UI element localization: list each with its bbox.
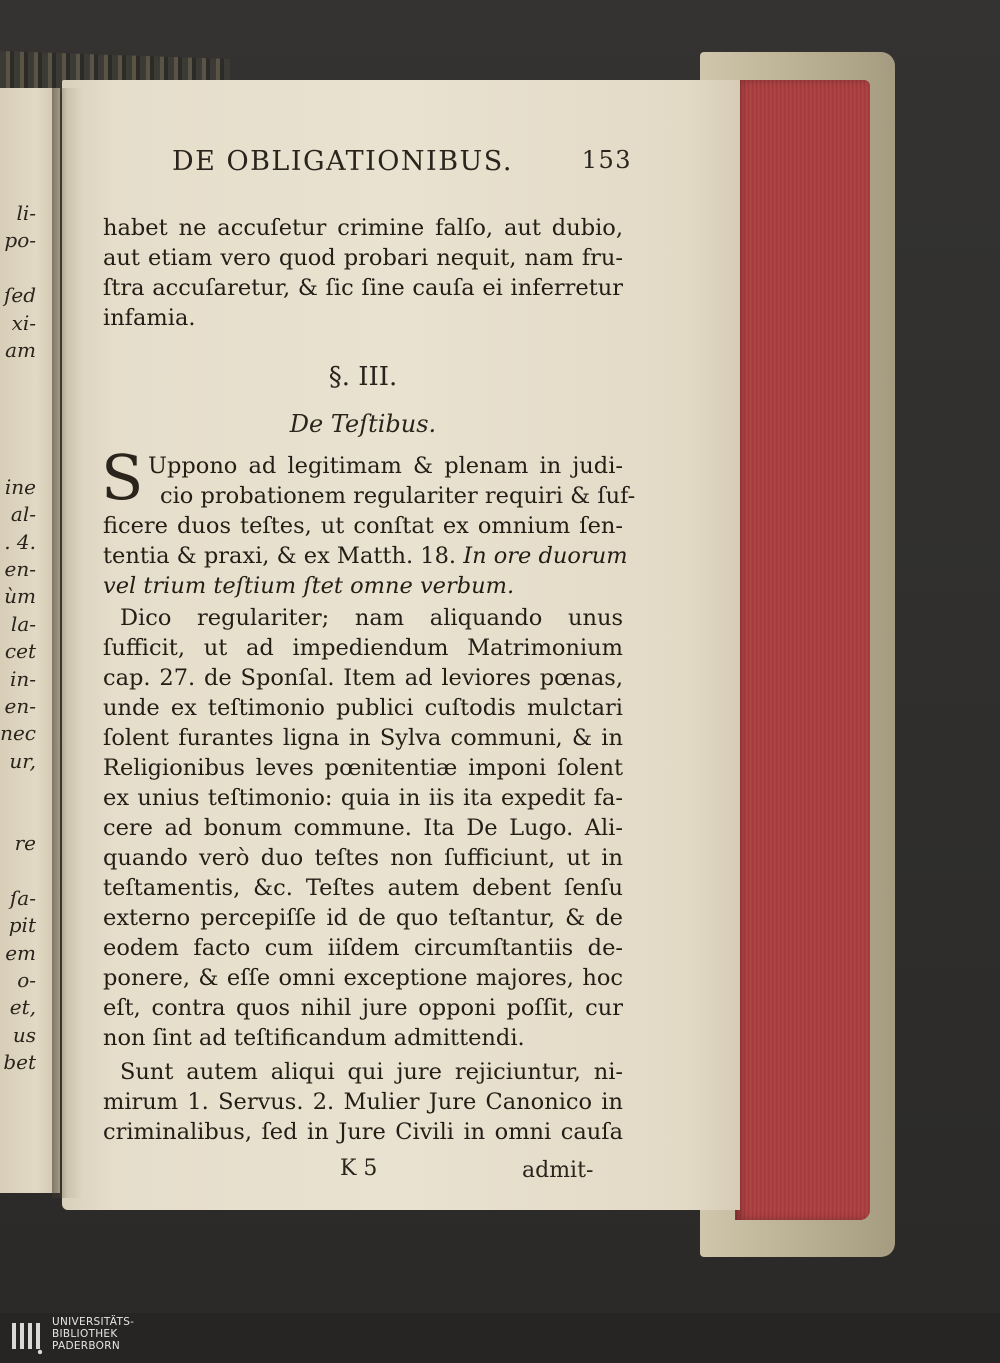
left-page-fragment: xi- [11,310,36,335]
subsection-heading: De Teſtibus. [289,410,437,438]
library-name [52,1316,134,1352]
text-line: ponere, & eſſe omni exceptione majores, hoc [103,965,623,991]
library-footer [0,1313,1000,1363]
left-page-fragment [0,857,60,884]
library-name-line: PADERBORN [52,1340,120,1352]
left-page-fragment [0,364,60,391]
left-page-fragment: ùm [4,584,36,609]
left-page-fragment: re [14,830,36,855]
text-line: habet ne accuſetur crimine falſo, aut dubio, [103,215,623,241]
left-page-fragments [0,200,60,1077]
left-page-fragment: en- [4,557,36,582]
left-page-fragment [0,392,60,419]
left-page-fragment: cet [4,639,36,664]
text-line: Uppono ad legitimam & plenam in judi- [148,453,623,479]
library-name-line: BIBLIOTHEK [52,1328,118,1340]
drop-cap: S [101,441,144,514]
left-page-fragment: in- [9,666,36,691]
left-page-fragment [0,419,60,446]
text-line: eſt, contra quos nihil jure opponi poſſit, cur [103,995,623,1021]
text-segment: tentia & praxi, & ex Matth. 18. [103,543,464,569]
text-line: mirum 1. Servus. 2. Mulier Jure Canonico in [103,1089,623,1115]
text-line: aut etiam vero quod probari nequit, nam fru- [103,245,623,271]
section-heading: §. III. [328,362,398,392]
text-line [103,542,628,570]
text-line: criminalibus, ſed in Jure Civili in omni cauſa [103,1119,623,1145]
left-page-fragment: ur, [9,748,36,773]
text-line: Sunt autem aliqui qui jure rejiciuntur, ni- [120,1059,623,1085]
library-name-line: UNIVERSITÄTS- [52,1316,135,1328]
left-page-fragment: em [5,940,36,965]
text-line: cio probationem regulariter requiri & ſuf- [160,483,636,509]
text-line: ſolent furantes ligna in Sylva communi, & in [103,725,623,751]
left-page-fragment: et, [9,995,36,1020]
text-line: cere ad bonum commune. Ita De Lugo. Ali- [103,815,623,841]
text-line: Dico regulariter; nam aliquando unus [120,605,623,631]
signature-mark: K 5 [340,1156,378,1181]
text-line: non ſint ad teſtificandum admittendi. [103,1025,525,1051]
page-gutter-shadow [52,88,82,1198]
left-page-fragment: po- [4,228,36,253]
text-line: teſtamentis, &c. Teſtes autem debent ſenſu [103,875,623,901]
left-page-fragment [0,255,60,282]
left-page-fragment: ine [4,474,36,499]
left-page-fragment: o- [17,967,36,992]
text-line: infamia. [103,305,196,331]
left-page-fragment: am [5,337,36,362]
left-page-fragment: pit [8,913,36,938]
text-line: ex unius teſtimonio: quia in iis ita expedit fa- [103,785,623,811]
left-page-fragment: bet [3,1050,36,1075]
text-line: externo percepiſſe id de quo teſtantur, & de [103,905,623,931]
left-page-fragment: en- [4,694,36,719]
left-page-fragment: al- [10,502,36,527]
catchword: admit- [522,1158,594,1183]
running-header [172,146,632,186]
left-page-fragment: nec [0,721,36,746]
left-page-fragment [0,447,60,474]
left-page-fragment [0,803,60,830]
left-page-fragment: us [12,1022,36,1047]
text-line: ſufficit, ut ad impediendum Matrimonium [103,635,623,661]
italic-quote: In ore duorum [463,543,628,569]
text-line: unde ex teſtimonio publici cuſtodis mulctari [103,695,623,721]
text-line: vel trium teſtium ſtet omne verbum. [103,573,515,599]
left-page-fragment: li- [16,201,36,225]
left-page-fragment: ſa- [9,885,36,910]
page-number: 153 [581,146,632,174]
text-line: eodem facto cum iiſdem circumſtantiis de- [103,935,623,961]
library-logo-icon [10,1319,44,1355]
text-line: ficere duos teſtes, ut conſtat ex omnium ſen- [103,513,623,539]
text-line: quando verò duo teſtes non ſufficiunt, ut in [103,845,623,871]
left-page-fragment: . 4. [4,529,36,554]
left-page-fragment: la- [10,611,36,636]
text-line: ſtra accuſaretur, & ſic ſine cauſa ei inferretur [103,275,623,301]
left-page-fragment [0,775,60,802]
text-line: cap. 27. de Sponſal. Item ad leviores pœnas, [103,665,623,691]
left-page-fragment: ſed [3,283,36,308]
header-title: DE OBLIGATIONIBUS. [172,146,513,177]
red-page-edges [735,80,870,1220]
text-line: Religionibus leves pœnitentiæ imponi ſolent [103,755,623,781]
